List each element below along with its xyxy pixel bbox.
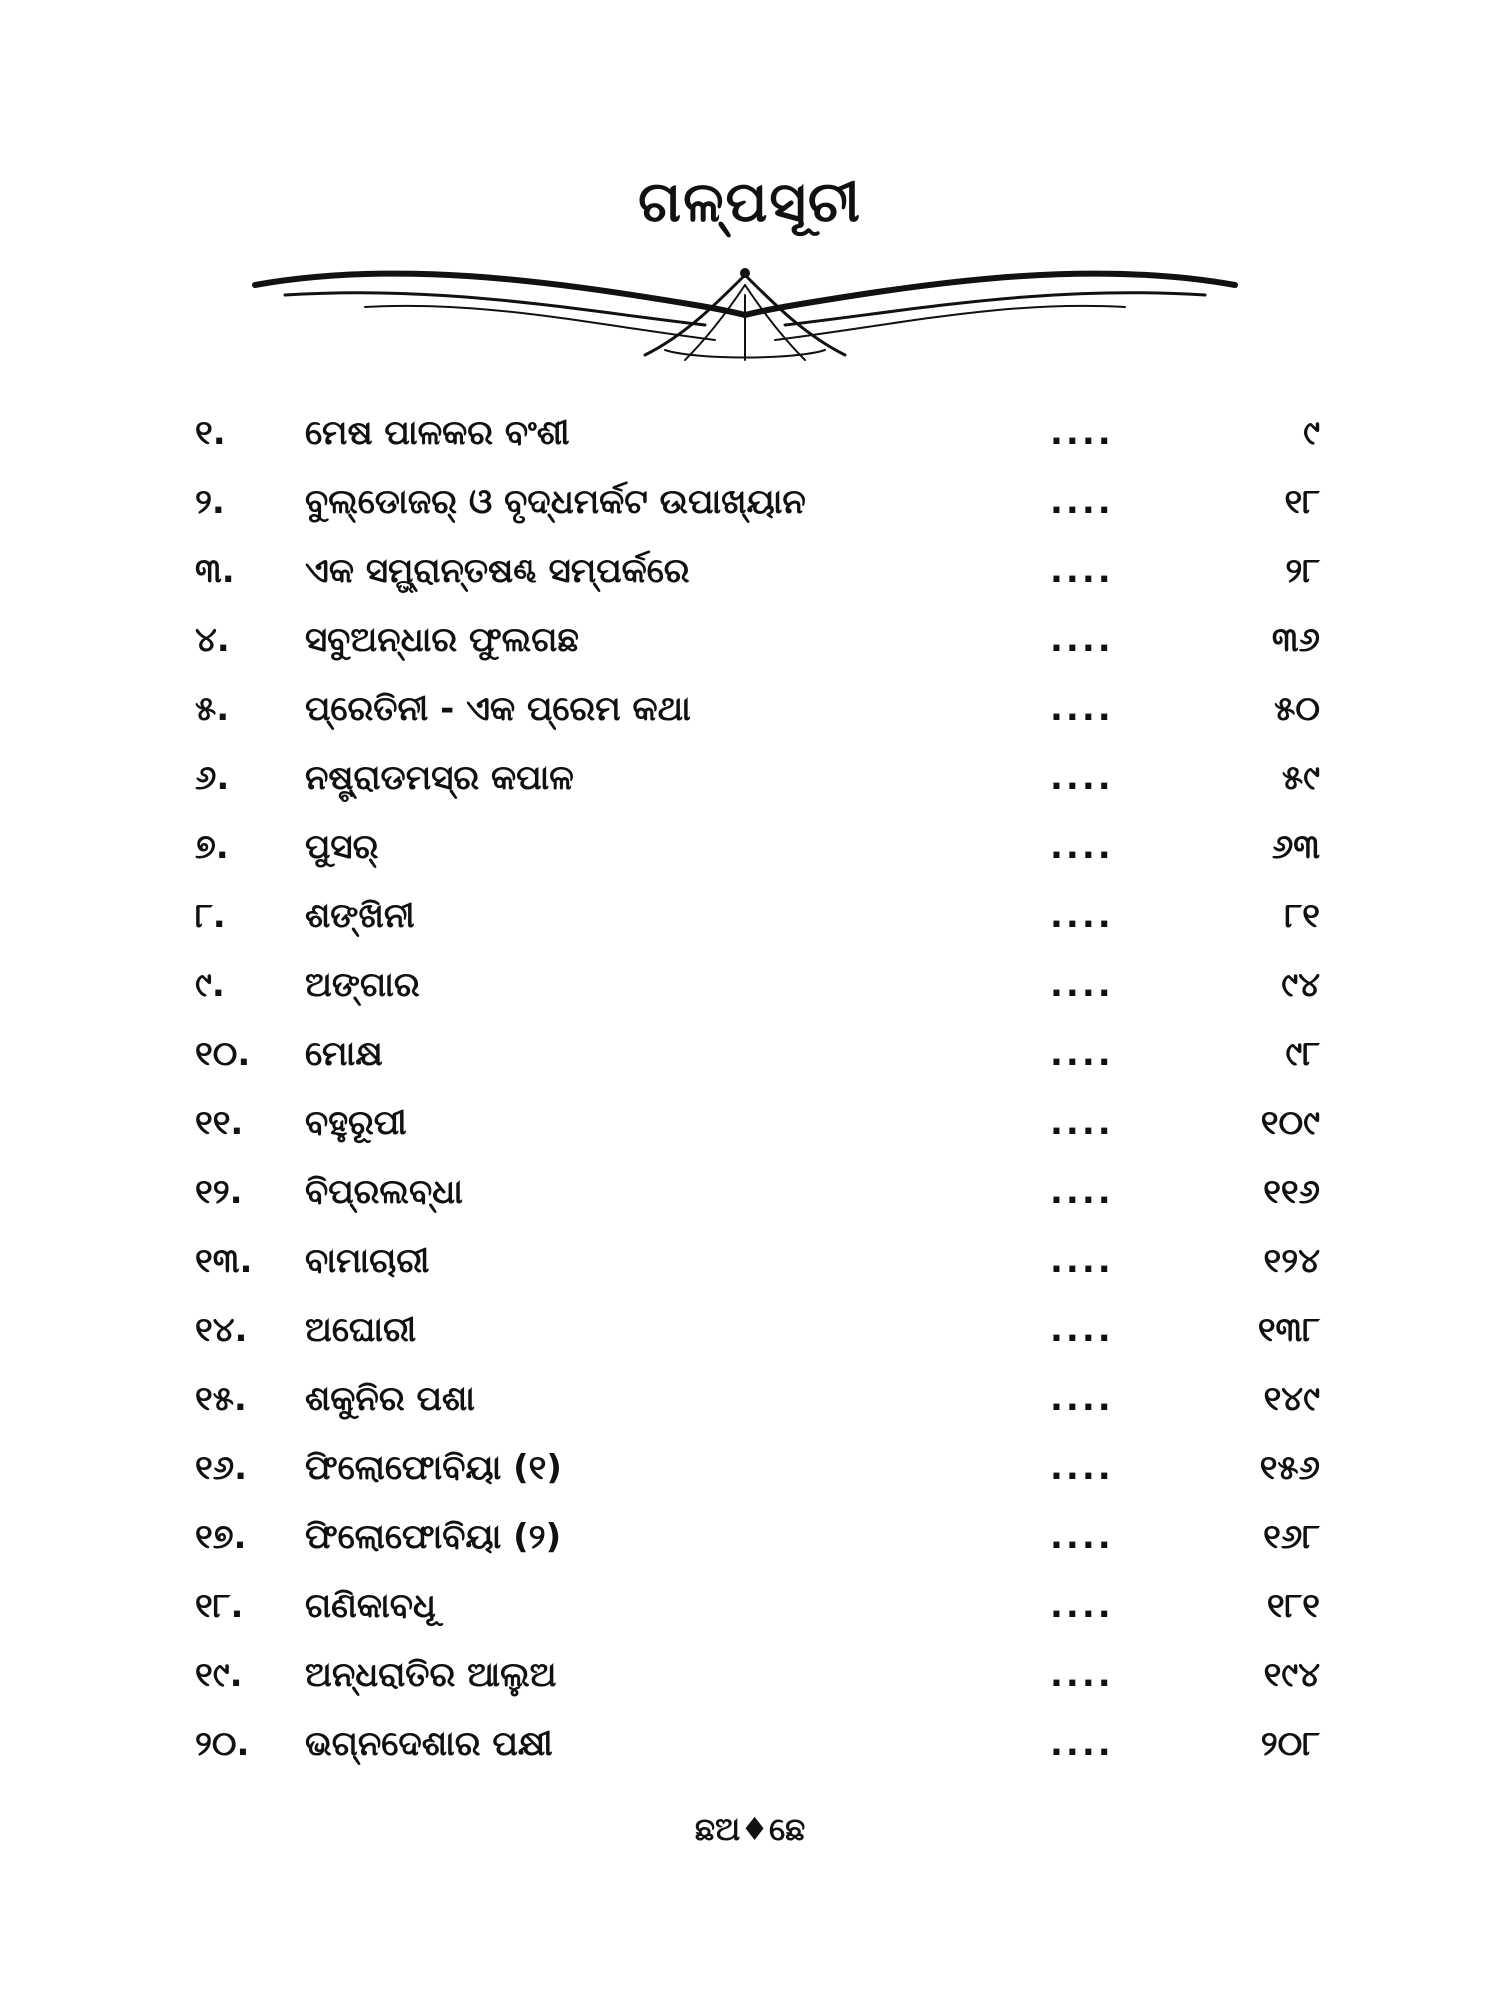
entry-page-number: ୨୮ — [1285, 551, 1320, 591]
entry-leader-dots: .... — [1050, 896, 1114, 936]
table-of-contents — [0, 405, 1500, 1785]
entry-page-number: ୩୬ — [1271, 620, 1320, 660]
entry-number: ୧୭. — [195, 1517, 247, 1557]
entry-leader-dots: .... — [1050, 1172, 1114, 1212]
entry-title: ମେଷ ପାଳକର ବଂଶୀ — [305, 413, 570, 453]
entry-leader-dots: .... — [1050, 482, 1114, 522]
entry-page-number: ୬୩ — [1271, 827, 1320, 867]
toc-entry — [0, 750, 1500, 819]
entry-page-number: ୫୦ — [1274, 689, 1320, 729]
toc-entry — [0, 1371, 1500, 1440]
entry-title: ବୁଲ୍‌ଡୋଜର୍ ଓ ବୃଦ୍ଧମର୍କଟ ଉପାଖ୍ୟାନ — [305, 482, 806, 522]
entry-number: ୮. — [195, 896, 226, 936]
entry-page-number: ୧୬୮ — [1263, 1517, 1320, 1557]
toc-entry — [0, 1026, 1500, 1095]
entry-title: ଫିଲୋଫୋବିୟା (୧) — [305, 1448, 562, 1488]
entry-title: ମୋକ୍ଷ — [305, 1034, 383, 1074]
entry-title: ଶଙ୍ଖିନୀ — [305, 896, 415, 936]
entry-title: ବହୁରୂପୀ — [305, 1103, 407, 1143]
toc-entry — [0, 543, 1500, 612]
page-title: ଗଳ୍ପସୂଚୀ — [638, 170, 862, 235]
toc-entry — [0, 888, 1500, 957]
entry-leader-dots: .... — [1050, 1724, 1114, 1764]
entry-page-number: ୧୧୬ — [1263, 1172, 1320, 1212]
toc-entry — [0, 1164, 1500, 1233]
toc-entry — [0, 405, 1500, 474]
entry-number: ୨୦. — [195, 1724, 250, 1764]
entry-title: ଏକ ସମ୍ଭ୍ରାନ୍ତଷଣ୍ଢ ସମ୍ପର୍କରେ — [305, 551, 690, 591]
entry-page-number: ୧୮୧ — [1266, 1586, 1320, 1626]
entry-number: ୧୮. — [195, 1586, 244, 1626]
entry-number: ୯. — [195, 965, 225, 1005]
entry-number: ୧୩. — [195, 1241, 253, 1281]
toc-entry — [0, 681, 1500, 750]
entry-title: ନଷ୍ଟ୍ରାଡମସ୍‌ର କପାଳ — [305, 758, 574, 798]
page-folio: ଛଅ♦ଛେ — [694, 1810, 806, 1848]
entry-number: ୭. — [195, 827, 229, 867]
entry-title: ଫିଲୋଫୋବିୟା (୨) — [305, 1517, 562, 1557]
entry-leader-dots: .... — [1050, 551, 1114, 591]
toc-entry — [0, 1716, 1500, 1785]
entry-leader-dots: .... — [1050, 1586, 1114, 1626]
toc-entry — [0, 957, 1500, 1026]
entry-title: ଭଗ୍ନଦେଶାର ପକ୍ଷୀ — [305, 1724, 553, 1764]
entry-page-number: ୯ — [1303, 413, 1320, 453]
toc-entry — [0, 1233, 1500, 1302]
entry-page-number: ୧୨୪ — [1263, 1241, 1320, 1281]
entry-leader-dots: .... — [1050, 689, 1114, 729]
entry-leader-dots: .... — [1050, 827, 1114, 867]
toc-entry — [0, 1440, 1500, 1509]
entry-number: ୧୪. — [195, 1310, 248, 1350]
entry-page-number: ୯୪ — [1281, 965, 1320, 1005]
entry-title: ଅଘୋରୀ — [305, 1310, 417, 1350]
entry-title: ଅଙ୍ଗାର — [305, 965, 420, 1005]
toc-entry — [0, 612, 1500, 681]
entry-title: ପୁସର୍ — [305, 827, 379, 867]
toc-entry — [0, 1302, 1500, 1371]
entry-title: ଶକୁନିର ପଶା — [305, 1379, 475, 1419]
entry-title: ବିପ୍ରଲବ୍ଧା — [305, 1172, 463, 1212]
toc-entry — [0, 1578, 1500, 1647]
entry-page-number: ୧୩୮ — [1257, 1310, 1320, 1350]
title-ornament — [245, 255, 1245, 365]
entry-page-number: ୧୪୯ — [1263, 1379, 1320, 1419]
toc-entry — [0, 1647, 1500, 1716]
entry-leader-dots: .... — [1050, 620, 1114, 660]
entry-number: ୨. — [195, 482, 225, 522]
entry-number: ୧. — [195, 413, 226, 453]
entry-leader-dots: .... — [1050, 1034, 1114, 1074]
entry-leader-dots: .... — [1050, 1448, 1114, 1488]
entry-title: ସବୁଅନ୍ଧାର ଫୁଲଗଛ — [305, 620, 579, 660]
entry-leader-dots: .... — [1050, 1310, 1114, 1350]
entry-page-number: ୧୯୪ — [1263, 1655, 1320, 1695]
toc-entry — [0, 1095, 1500, 1164]
entry-page-number: ୨୦୮ — [1260, 1724, 1320, 1764]
entry-leader-dots: .... — [1050, 1517, 1114, 1557]
entry-number: ୬. — [195, 758, 230, 798]
entry-number: ୧୧. — [195, 1103, 244, 1143]
entry-leader-dots: .... — [1050, 1655, 1114, 1695]
entry-number: ୧୯. — [195, 1655, 243, 1695]
entry-title: ପ୍ରେତିନୀ - ଏକ ପ୍ରେମ କଥା — [305, 689, 691, 729]
entry-leader-dots: .... — [1050, 1103, 1114, 1143]
entry-page-number: ୯୮ — [1285, 1034, 1320, 1074]
entry-title: ବାମାଚାରୀ — [305, 1241, 430, 1281]
toc-entry — [0, 1509, 1500, 1578]
entry-number: ୧୦. — [195, 1034, 251, 1074]
entry-number: ୫. — [195, 689, 230, 729]
entry-page-number: ୧୫୬ — [1259, 1448, 1320, 1488]
entry-page-number: ୮୧ — [1284, 896, 1320, 936]
entry-number: ୧୫. — [195, 1379, 247, 1419]
entry-number: ୪. — [195, 620, 230, 660]
entry-number: ୩. — [195, 551, 235, 591]
toc-entry — [0, 474, 1500, 543]
entry-page-number: ୧୮ — [1284, 482, 1320, 522]
entry-number: ୧୬. — [195, 1448, 247, 1488]
entry-leader-dots: .... — [1050, 758, 1114, 798]
entry-page-number: ୧୦୯ — [1260, 1103, 1320, 1143]
entry-leader-dots: .... — [1050, 965, 1114, 1005]
entry-number: ୧୨. — [195, 1172, 243, 1212]
entry-page-number: ୫୯ — [1281, 758, 1320, 798]
entry-title: ଗଣିକାବଧୂ — [305, 1586, 436, 1626]
entry-leader-dots: .... — [1050, 1379, 1114, 1419]
toc-entry — [0, 819, 1500, 888]
entry-title: ଅନ୍ଧରାତିର ଆଲୁଅ — [305, 1655, 557, 1695]
entry-leader-dots: .... — [1050, 1241, 1114, 1281]
entry-leader-dots: .... — [1050, 413, 1114, 453]
